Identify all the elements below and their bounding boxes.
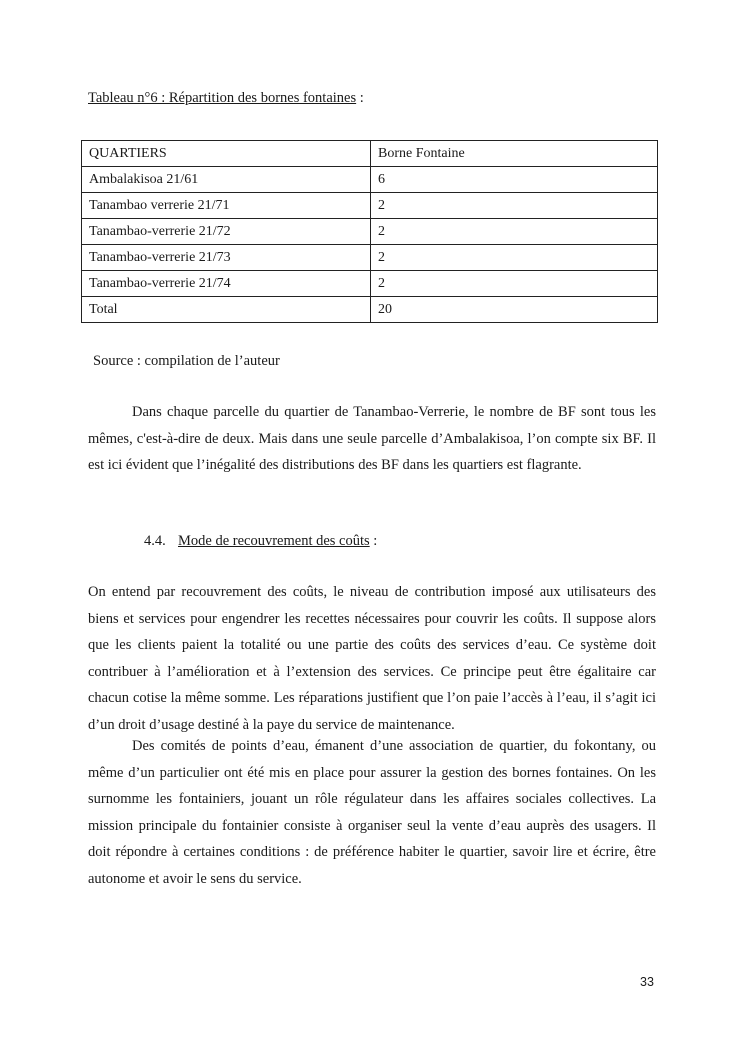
cell-quartier: Tanambao-verrerie 21/74 xyxy=(82,271,371,297)
cell-count: 2 xyxy=(371,245,658,271)
cell-quartier: Ambalakisoa 21/61 xyxy=(82,167,371,193)
cell-count: 2 xyxy=(371,193,658,219)
borne-fontaine-table xyxy=(81,140,658,323)
cell-count: 6 xyxy=(371,167,658,193)
table-total-row xyxy=(82,297,658,323)
section-title: Mode de recouvrement des coûts xyxy=(178,533,370,549)
paragraph-cost-recovery: On entend par recouvrement des coûts, le niveau de contribution imposé aux utilisateurs des biens et services pour engendrer les recettes nécessaires pour couvrir les coûts. Il suppose alors que les clients paient la totalité ou une partie des coûts des services d’eau. Ce système doit contribuer à l’amélioration et à l’extension des services. Ce principe peut être égalitaire car chacun cotise la même somme. Les réparations justifient que l’on paie l’accès à l’eau, il s’agit ici d’un droit d’usage destiné à la paye du service de maintenance. xyxy=(88,584,656,733)
header-quartiers: QUARTIERS xyxy=(82,141,371,167)
paragraph-distribution: Dans chaque parcelle du quartier de Tanambao-Verrerie, le nombre de BF sont tous les mêmes, c'est-à-dire de deux. Mais dans une seule parcelle d’Ambalakisoa, l’on compte six BF. Il est ici évident que l’inégalité des distributions des BF dans les quartiers est flagrante. xyxy=(88,404,656,473)
table-header-row xyxy=(82,141,658,167)
table-caption xyxy=(88,90,364,107)
section-title-suffix: : xyxy=(369,533,378,549)
table-caption-suffix: : xyxy=(356,90,364,106)
table-row xyxy=(82,245,658,271)
table-source: Source : compilation de l’auteur xyxy=(93,353,280,369)
page-number: 33 xyxy=(640,975,654,989)
table-caption-label: Tableau n°6 : Répartition des bornes fontaines xyxy=(88,90,357,106)
table-row xyxy=(82,271,658,297)
section-number: 4.4. xyxy=(144,533,166,549)
cell-total-value: 20 xyxy=(371,297,658,323)
cell-quartier: Tanambao verrerie 21/71 xyxy=(82,193,371,219)
cell-quartier: Tanambao-verrerie 21/73 xyxy=(82,245,371,271)
cell-count: 2 xyxy=(371,219,658,245)
header-borne-fontaine: Borne Fontaine xyxy=(371,141,658,167)
table-row xyxy=(82,193,658,219)
table-row xyxy=(82,167,658,193)
cell-quartier: Tanambao-verrerie 21/72 xyxy=(82,219,371,245)
cell-count: 2 xyxy=(371,271,658,297)
section-heading xyxy=(144,533,377,550)
cell-total-label: Total xyxy=(82,297,371,323)
table-row xyxy=(82,219,658,245)
paragraph-water-committees: Des comités de points d’eau, émanent d’une association de quartier, du fokontany, ou même d’un particulier ont été mis en place pour assurer la gestion des bornes fontaines. On les surnomme les fontainiers, jouant un rôle régulateur dans les affaires sociales collectives. La mission principale du fontainier consiste à organiser seul la vente d’eau auprès des usagers. Il doit répondre à certaines conditions : de préférence habiter le quartier, savoir lire et écrire, être autonome et avoir le sens du service. xyxy=(88,738,656,887)
